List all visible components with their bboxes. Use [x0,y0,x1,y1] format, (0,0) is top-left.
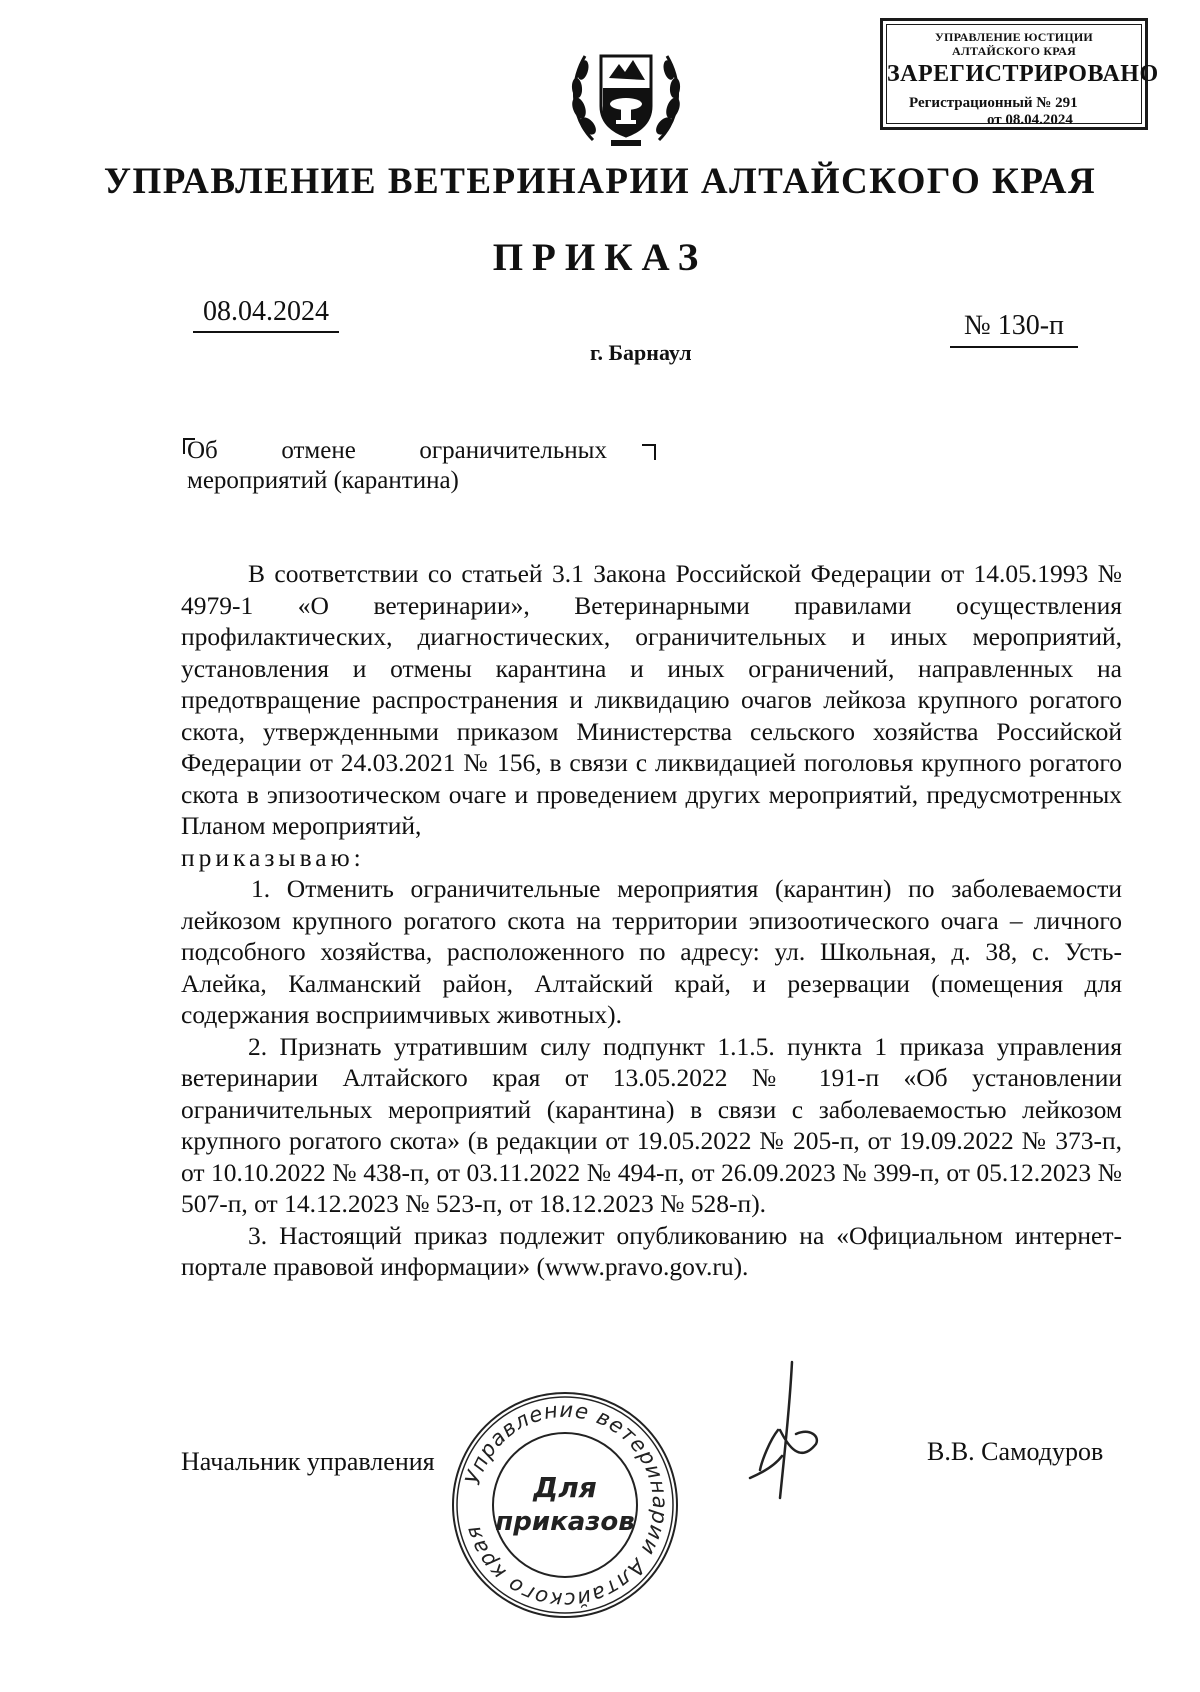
subject-line2: мероприятий (карантина) [187,467,459,494]
order-item-3: 3. Настоящий приказ подлежит опубликованию на «Официальном интернет-портале правовой информации» (www.pravo.gov.ru). [181,1220,1122,1281]
signer-name: В.В. Самодуров [927,1437,1104,1466]
seal-ring-text: Управление ветеринарии Алтайского края [460,1397,673,1613]
coat-of-arms-emblem [563,28,689,154]
document-body [181,558,1122,1283]
subject-word3: ограничительных [419,437,607,464]
order-word: приказываю: [181,842,365,872]
official-seal-stamp [445,1385,685,1625]
organization-title: УПРАВЛЕНИЕ ВЕТЕРИНАРИИ АЛТАЙСКОГО КРАЯ [103,161,1097,202]
registration-authority-line1: УПРАВЛЕНИЕ ЮСТИЦИИ [935,30,1093,44]
subject-line1 [187,436,607,466]
document-date: 08.04.2024 [193,296,339,333]
signer-position: Начальник управления [181,1447,435,1476]
subject-word2: отмене [281,437,356,464]
document-subject [187,436,657,496]
preamble-paragraph: В соответствии со статьей 3.1 Закона Российской Федерации от 14.05.1993 № 4979-1 «О ветеринарии», Ветеринарными правилами осуществления профилактических, диагностических, ограничительных и иных мероприятий, установления и отмены карантина и иных ограничений, направленных на предотвращение распространения и ликвидацию очагов лейкоза крупного рогатого скота, утвержденными приказом Министерства сельского хозяйства Российской Федерации от 24.03.2021 № 156, в связи с ликвидацией поголовья крупного рогатого скота в эпизоотическом очаге и проведением других мероприятий, предусмотренных Планом мероприятий, [181,559,1122,840]
registration-number: Регистрационный № 291 [909,95,1078,111]
subject-word1: Об [187,437,218,464]
registration-status: ЗАРЕГИСТРИРОВАНО [887,61,1159,87]
order-item-1: 1. Отменить ограничительные мероприятия (карантин) по заболеваемости лейкозом крупного рогатого скота на территории эпизоотического очага – личного подсобного хозяйства, расположенного по адресу: ул. Школьная, д. 38, с. Усть-Алейка, Калманский район, Алтайский край, и резервации (помещения для содержания восприимчивых животных). [181,874,1122,1029]
document-type-title: ПРИКАЗ [492,236,708,279]
order-paragraph [181,842,1122,874]
registration-stamp [880,18,1159,130]
seal-center-line2: приказов [495,1507,635,1537]
document-city: г. Барнаул [590,340,692,365]
registration-date: от 08.04.2024 [987,112,1073,128]
handwritten-signature [740,1360,830,1500]
registration-authority-line2: АЛТАЙСКОГО КРАЯ [952,44,1076,58]
order-item-2: 2. Признать утратившим силу подпункт 1.1.5. пункта 1 приказа управления ветеринарии Алтайского края от 13.05.2022 № 191-п «Об установлении ограничительных мероприятий (карантина) в связи с заболеваемостью лейкозом крупного рогатого скота» (в редакции от 19.05.2022 № 205-п, от 19.09.2022 № 373-п, от 10.10.2022 № 438-п, от 03.11.2022 № 494-п, от 26.09.2023 № 399-п, от 05.12.2023 № 507-п, от 14.12.2023 № 523-п, от 18.12.2023 № 528-п). [181,1031,1122,1218]
seal-center-line1: Для [533,1471,597,1504]
document-number: № 130-п [950,310,1078,348]
